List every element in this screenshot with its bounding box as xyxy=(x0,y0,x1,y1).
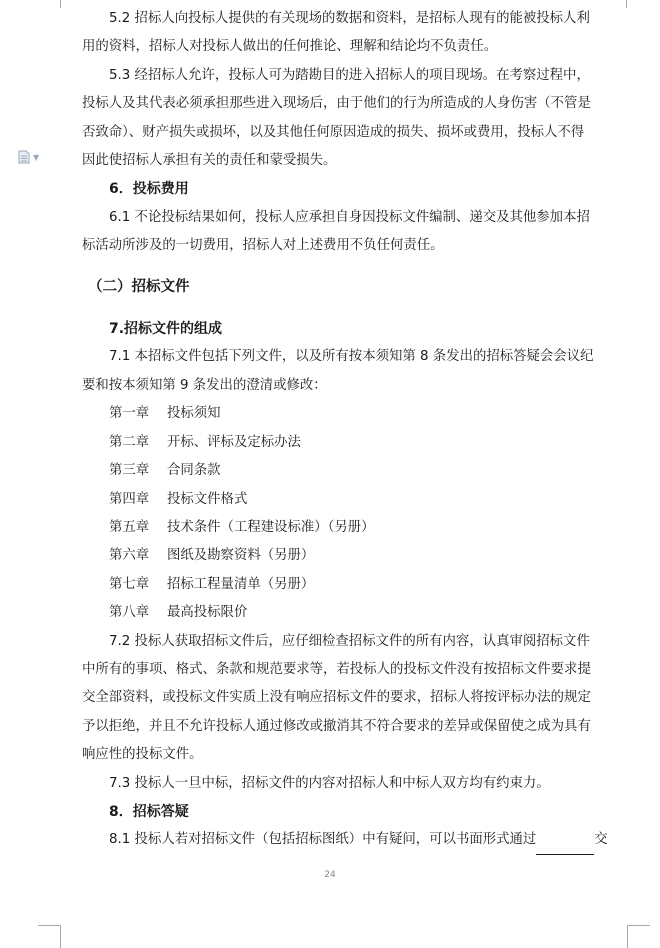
chapter-list xyxy=(82,400,628,627)
paragraph-line: 予以拒绝，并且不允许投标人通过修改或撤消其不符合要求的差异或保留使之成为具有 xyxy=(82,718,591,734)
chapter-title: 开标、评标及定标办法 xyxy=(167,434,301,450)
crop-mark-bottom-left xyxy=(38,925,61,948)
chapter-title: 投标文件格式 xyxy=(167,491,248,507)
chapter-number: 第七章 xyxy=(109,576,150,592)
paragraph-line: 否致命）、财产损失或损坏，以及其他任何原因造成的损失、损坏或费用，投标人不得 xyxy=(82,124,585,140)
heading-8: 8．招标答疑 xyxy=(109,803,189,820)
heading-7: 7.招标文件的组成 xyxy=(109,321,223,338)
paragraph-line: 交全部资料，或投标文件实质上没有响应招标文件的要求，招标人将按评标办法的规定 xyxy=(82,690,591,706)
chapter-title: 投标须知 xyxy=(167,406,221,422)
section-6-paragraphs xyxy=(82,204,628,261)
paragraph-marker[interactable] xyxy=(18,150,39,164)
chapter-item xyxy=(82,599,628,627)
paragraph-line: 投标人及其代表必须承担那些进入现场后，由于他们的行为所造成的人身伤害（不管是 xyxy=(82,96,591,112)
page-number: 24 xyxy=(324,870,336,880)
section-5-paragraphs xyxy=(82,5,628,175)
chapter-item xyxy=(82,429,628,457)
chapter-title: 最高投标限价 xyxy=(167,605,248,621)
chapter-item xyxy=(82,514,628,542)
chapter-number: 第二章 xyxy=(109,434,150,450)
caret-down-icon: ▼ xyxy=(33,152,40,162)
chapter-title: 技术条件（工程建设标准）（另册） xyxy=(167,519,375,535)
paragraph-8-1: 8.1 投标人若对招标文件（包括招标图纸）中有疑问，可以书面形式通过 交 xyxy=(82,826,628,854)
paragraph-line: 5.2 招标人向投标人提供的有关现场的数据和资料，是招标人现有的能被投标人利 xyxy=(109,11,590,26)
paragraph-line: 7.2 投标人获取招标文件后，应仔细检查招标文件的所有内容，认真审阅招标文件 xyxy=(109,633,590,649)
chapter-number: 第一章 xyxy=(109,406,150,422)
section-7-2-paragraphs xyxy=(82,628,628,798)
chapter-item xyxy=(82,400,628,428)
paragraph-line: 7.3 投标人一旦中标，招标文件的内容对招标人和中标人双方均有约束力。 xyxy=(109,775,550,791)
section-title: （二）招标文件 xyxy=(88,278,190,295)
chapter-number: 第三章 xyxy=(109,463,150,479)
heading-6: 6．投标费用 xyxy=(109,181,189,198)
paragraph-line: 6.1 不论投标结果如何，投标人应承担自身因投标文件编制、递交及其他参加本招 xyxy=(109,209,590,225)
paragraph-line: 标活动所涉及的一切费用，招标人对上述费用不负任何责任。 xyxy=(82,238,444,254)
section-7-paragraphs xyxy=(82,343,628,400)
chapter-number: 第五章 xyxy=(109,519,150,535)
crop-mark-bottom-right xyxy=(627,925,650,948)
chapter-number: 第四章 xyxy=(109,491,150,507)
paragraph-line: 中所有的事项、格式、条款和规范要求等，若投标人的投标文件没有按招标文件要求提 xyxy=(82,661,591,677)
paragraph-line: 要和按本须知第 9 条发出的澄清或修改： xyxy=(82,377,327,393)
paragraph-line: 因此使招标人承担有关的责任和蒙受损失。 xyxy=(82,153,337,169)
chapter-item xyxy=(82,457,628,485)
document-icon xyxy=(18,150,30,164)
chapter-number: 第八章 xyxy=(109,605,150,621)
chapter-title: 合同条款 xyxy=(167,463,221,479)
paragraph-line: 响应性的投标文件。 xyxy=(82,747,203,763)
chapter-number: 第六章 xyxy=(109,548,150,564)
chapter-title: 招标工程量清单（另册） xyxy=(167,576,315,592)
document-body xyxy=(82,0,628,855)
paragraph-line: 5.3 经招标人允许，投标人可为踏勘目的进入招标人的项目现场。在考察过程中， xyxy=(109,67,590,83)
paragraph-line: 用的资料，招标人对投标人做出的任何推论、理解和结论均不负责任。 xyxy=(82,39,498,55)
chapter-item xyxy=(82,571,628,599)
chapter-item xyxy=(82,542,628,570)
chapter-title: 图纸及勘察资料（另册） xyxy=(167,548,315,564)
fill-in-blank[interactable] xyxy=(536,836,594,855)
paragraph-line: 7.1 本招标文件包括下列文件，以及所有按本须知第 8 条发出的招标答疑会会议纪 xyxy=(109,349,594,365)
chapter-item xyxy=(82,486,628,514)
crop-mark-top-left xyxy=(60,0,61,8)
